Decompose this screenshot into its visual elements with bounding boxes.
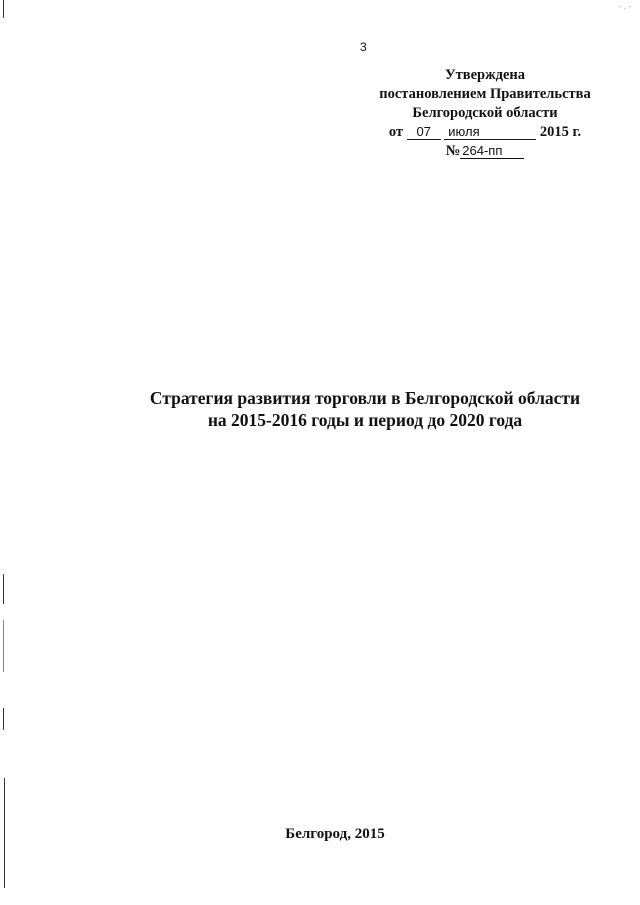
approval-line-1: Утверждена (445, 67, 525, 83)
number-value: 264-пп (460, 144, 524, 159)
scan-mark-top-left (3, 0, 4, 18)
document-title (100, 387, 630, 431)
date-year: 2015 г. (539, 124, 582, 140)
document-footer: Белгород, 2015 (285, 826, 385, 842)
approval-line-3: Белгородской области (412, 105, 558, 121)
scan-mark-top-right: - . - (618, 2, 632, 11)
approval-stamp (360, 66, 610, 161)
scan-mark-left-3 (3, 708, 4, 730)
title-line-2: на 2015-2016 годы и период до 2020 года (207, 410, 523, 430)
date-prefix: от (388, 124, 404, 140)
date-day: 07 (407, 125, 441, 140)
number-prefix: № (445, 143, 461, 159)
scan-mark-left-1 (3, 574, 4, 604)
approval-number (360, 142, 610, 161)
title-line-1: Стратегия развития торговли в Белгородской области (149, 388, 581, 408)
date-month: июля (444, 125, 536, 140)
scan-mark-left-4 (4, 778, 5, 888)
scan-mark-left-2 (3, 620, 4, 672)
page-number: 3 (360, 40, 367, 54)
approval-date (360, 123, 610, 142)
approval-line-2: постановлением Правительства (379, 86, 591, 102)
